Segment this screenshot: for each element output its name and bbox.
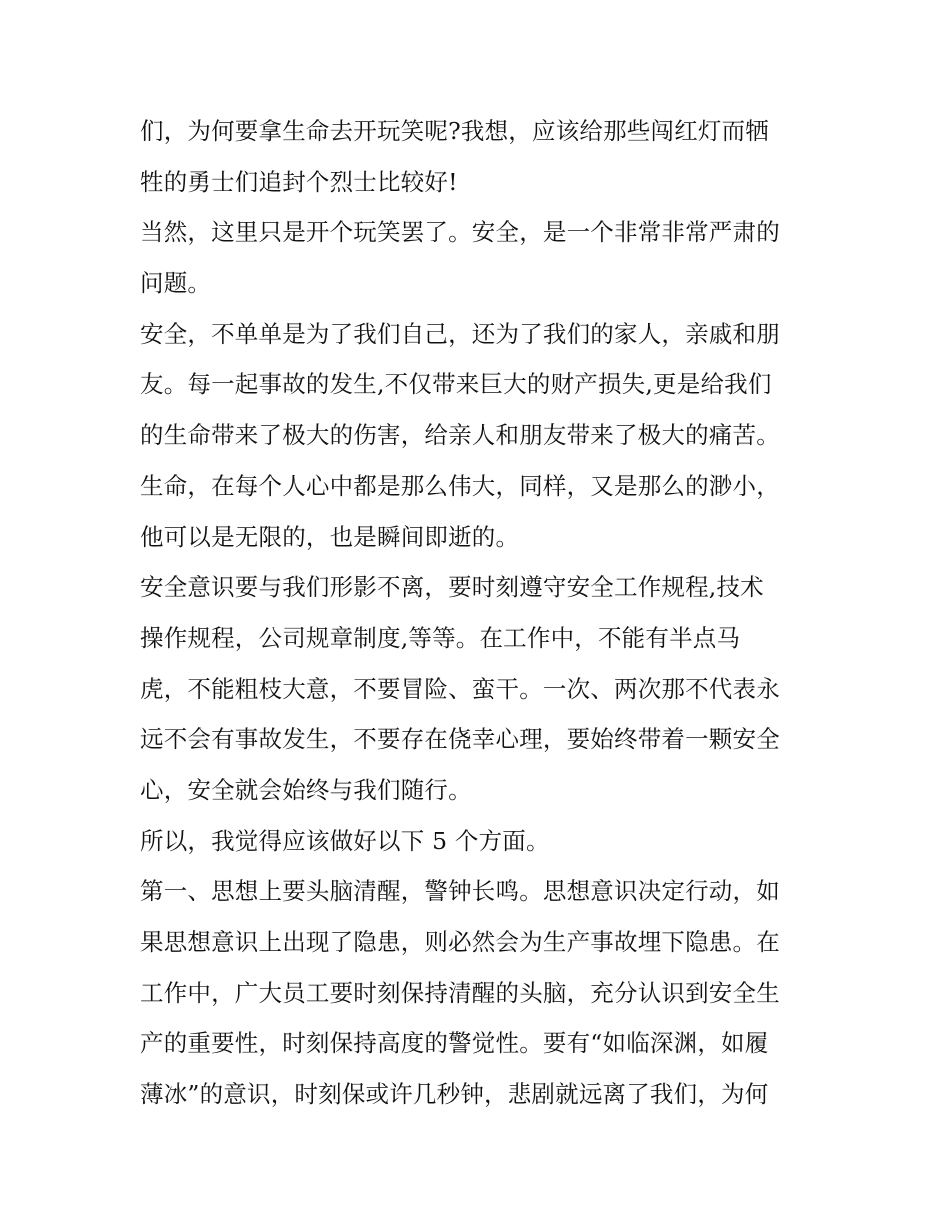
text-line: 当然，这里只是开个玩笑罢了。安全，是一个非常非常严肃的	[140, 218, 780, 247]
text-line: 的生命带来了极大的伤害，给亲人和朋友带来了极大的痛苦。	[140, 421, 780, 450]
text-line: 友。每一起事故的发生,不仅带来巨大的财产损失,更是给我们	[140, 370, 772, 399]
text-line: 远不会有事故发生，不要存在侥幸心理，要始终带着一颗安全	[140, 725, 780, 754]
text-line: 生命，在每个人心中都是那么伟大，同样，又是那么的渺小，	[140, 471, 780, 500]
text-line: 工作中，广大员工要时刻保持清醒的头脑，充分认识到安全生	[140, 978, 780, 1007]
text-line: 产的重要性，时刻保持高度的警觉性。要有“如临深渊，如履	[140, 1029, 769, 1058]
text-line: 们，为何要拿生命去开玩笑呢?我想，应该给那些闯红灯而牺	[140, 117, 769, 145]
text-line: 心，安全就会始终与我们随行。	[140, 775, 472, 804]
text-line: 第一、思想上要头脑清醒，警钟长鸣。思想意识决定行动，如	[140, 877, 780, 906]
text-line: 所以，我觉得应该做好以下 5 个方面。	[140, 826, 550, 855]
text-line: 虎，不能粗枝大意，不要冒险、蛮干。一次、两次那不代表永	[140, 674, 780, 703]
text-line: 问题。	[140, 269, 212, 298]
text-line: 果思想意识上出现了隐患，则必然会为生产事故埋下隐患。在	[140, 928, 780, 956]
document-body	[140, 106, 820, 1120]
text-line: 薄冰”的意识，时刻保或许几秒钟，悲剧就远离了我们，为何	[140, 1080, 769, 1109]
text-line: 牲的勇士们追封个烈士比较好!	[140, 167, 458, 196]
text-line: 安全意识要与我们形影不离，要时刻遵守安全工作规程,技术	[140, 573, 764, 602]
text-line: 他可以是无限的，也是瞬间即逝的。	[140, 522, 520, 551]
text-line: 操作规程，公司规章制度,等等。在工作中，不能有半点马	[140, 623, 741, 652]
text-line: 安全，不单单是为了我们自己，还为了我们的家人，亲戚和朋	[140, 319, 780, 348]
